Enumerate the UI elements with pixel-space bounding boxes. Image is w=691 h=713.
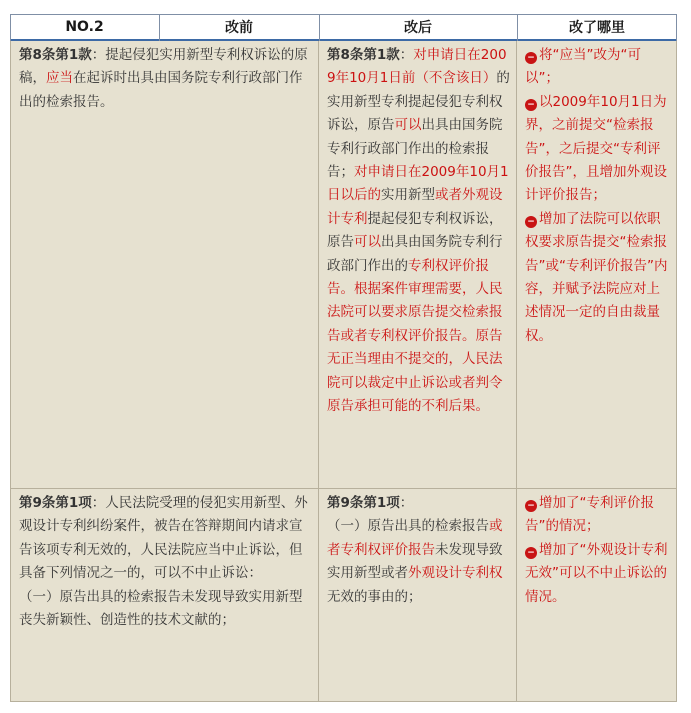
text-segment: 对申请日在2009年10月1日以后的: [327, 164, 509, 204]
change-text: 增加了法院可以依职权要求原告提交“检索报告”或“专利评价报告”内容，并赋予法院应对上述情况一定的自由裁量权。: [525, 210, 668, 344]
header-after: 改后: [319, 14, 517, 41]
change-item: [525, 91, 670, 208]
row2-before-label: 第9条第1项: [19, 495, 92, 511]
text-segment: 在起诉时出具由国务院专利行政部门作出的检索报告。: [19, 70, 303, 110]
row2-after-cell: [319, 489, 517, 702]
change-item: [525, 492, 670, 539]
text-segment: （一）原告出具的检索报告: [327, 518, 489, 535]
row1-after-text: [327, 47, 510, 414]
minus-circle-icon: −: [525, 547, 537, 559]
text-segment: （一）原告出具的检索报告未发现导致实用新型丧失新颖性、创造性的技术文献的；: [19, 588, 303, 629]
text-segment: ：: [399, 495, 414, 511]
text-segment: 实用新型: [381, 187, 435, 204]
header-before: 改前: [159, 14, 319, 41]
row2-after-label: 第9条第1项: [327, 495, 400, 511]
header-divider: [10, 14, 11, 41]
minus-circle-icon: −: [525, 216, 537, 228]
change-text: 将“应当”改为“可以”；: [525, 47, 641, 87]
change-item: [525, 44, 670, 91]
change-text: 以2009年10月1日为界，之前提交“检索报告”，之后提交“专利评价报告”，且增加外观设计评价报告；: [525, 93, 667, 204]
text-segment: 未发现导致实用新型或者: [327, 541, 503, 582]
row1-before-label: 第8条第1款: [19, 47, 92, 63]
text-segment: 应当: [46, 70, 73, 87]
text-segment: 出具由国务院专利行政部门作出的: [327, 234, 503, 274]
row2-before-text: [19, 495, 308, 628]
text-segment: 可以: [394, 117, 422, 134]
row1-after-cell: [319, 41, 517, 489]
text-segment: ：人民法院受理的侵犯实用新型、外观设计专利纠纷案件，被告在答辩期间内请求宣告该项专利无效的，人民法院应当中止诉讼，但具备下列情况之一的，可以不中止诉讼：: [19, 495, 308, 582]
row2-changes-cell: [517, 489, 677, 702]
text-segment: 专利权评价报告。根据案件审理需要，人民法院可以要求原告提交检索报告或者专利权评价报告。原告无正当理由不提交的，人民法院可以裁定中止诉讼或者判令原告承担可能的不利后果。: [327, 257, 503, 415]
header-divider: [319, 14, 320, 41]
comparison-table: [10, 14, 677, 702]
text-segment: 对申请日在2009年10月1日前（不含该日）: [327, 47, 507, 87]
row1-before-cell: [10, 41, 319, 489]
header-no: NO.2: [10, 14, 159, 41]
text-segment: 或者专利权评价报告: [327, 518, 503, 558]
header-divider: [676, 14, 677, 41]
change-text: 增加了“外观设计专利无效”可以不中止诉讼的情况。: [525, 541, 668, 605]
text-segment: ：提起侵犯实用新型专利权诉讼的原稿，: [19, 47, 308, 87]
change-item: [525, 539, 670, 609]
text-segment: 或者外观设计专利: [327, 187, 503, 227]
change-text: 增加了“专利评价报告”的情况；: [525, 495, 654, 535]
row2-after-text: [327, 495, 503, 605]
text-segment: 外观设计专利权: [408, 565, 503, 582]
text-segment: 出具由国务院专利行政部门作出的检索报告；: [327, 117, 503, 181]
row1-after-label: 第8条第1款: [327, 47, 400, 63]
row2-before-cell: [10, 489, 319, 702]
minus-circle-icon: −: [525, 500, 537, 512]
minus-circle-icon: −: [525, 99, 537, 111]
header-divider: [159, 14, 160, 41]
row2-changes-list: [525, 492, 670, 609]
minus-circle-icon: −: [525, 52, 537, 64]
row1-changes-cell: [517, 41, 677, 489]
text-segment: 的实用新型专利提起侵犯专利权诉讼，原告: [327, 70, 510, 134]
text-segment: 可以: [354, 234, 381, 251]
text-segment: ：: [399, 47, 414, 63]
text-segment: 无效的事由的；: [327, 588, 422, 605]
text-segment: 提起侵犯专利权诉讼，原告: [327, 210, 503, 251]
row1-changes-list: [525, 44, 670, 348]
header-changes: 改了哪里: [517, 14, 677, 41]
change-item: [525, 208, 670, 348]
header-divider: [517, 14, 518, 41]
